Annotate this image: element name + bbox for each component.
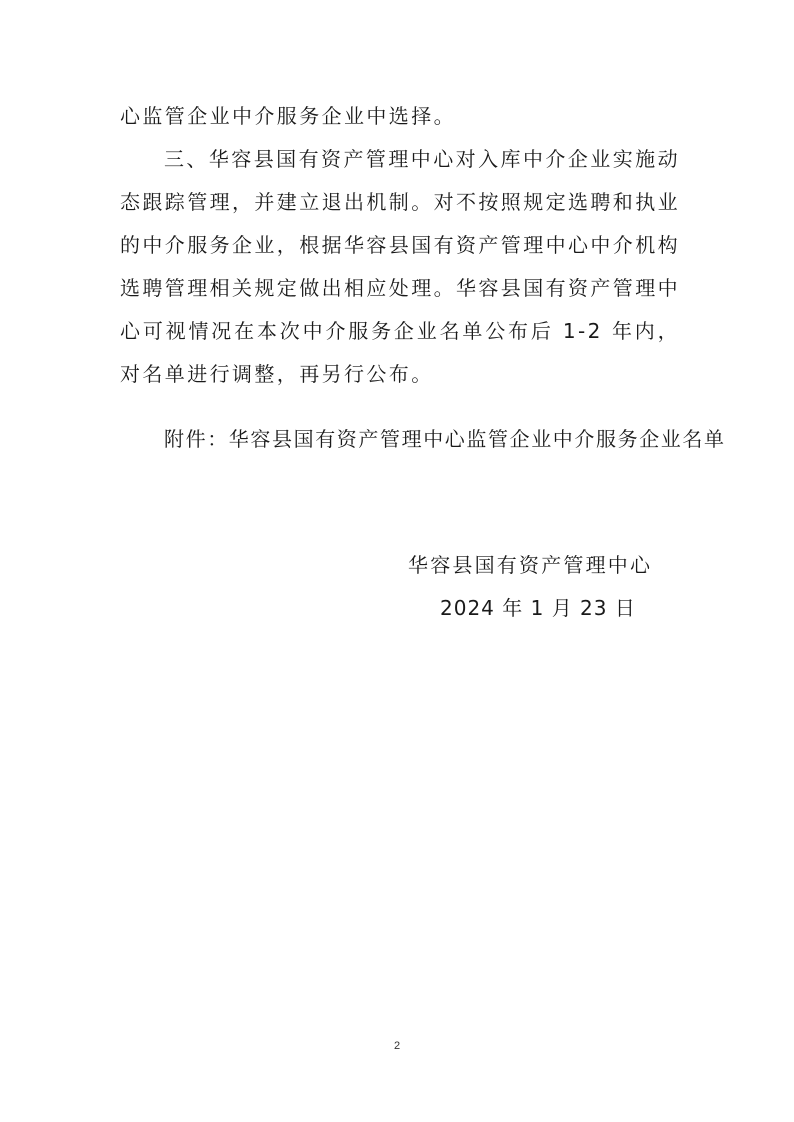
signature-date: 2024 年 1 月 23 日 xyxy=(440,596,636,620)
document-body xyxy=(120,95,680,396)
paragraph-continuation: 心监管企业中介服务企业中选择。 xyxy=(120,104,456,128)
attachment-line: 附件：华容县国有资产管理中心监管企业中介服务企业名单 xyxy=(164,427,726,451)
paragraph-section-three: 三、华容县国有资产管理中心对入库中介企业实施动态跟踪管理，并建立退出机制。对不按照规定选聘和执业的中介服务企业，根据华容县国有资产管理中心中介机构选聘管理相关规定做出相应处理。华容县国有资产管理中心可视情况在本次中介服务企业名单公布后 1-2 年内，对名单进行调整，再另行公布。 xyxy=(120,147,680,386)
signature-organization: 华容县国有资产管理中心 xyxy=(408,553,653,577)
page-number: 2 xyxy=(393,1040,401,1052)
